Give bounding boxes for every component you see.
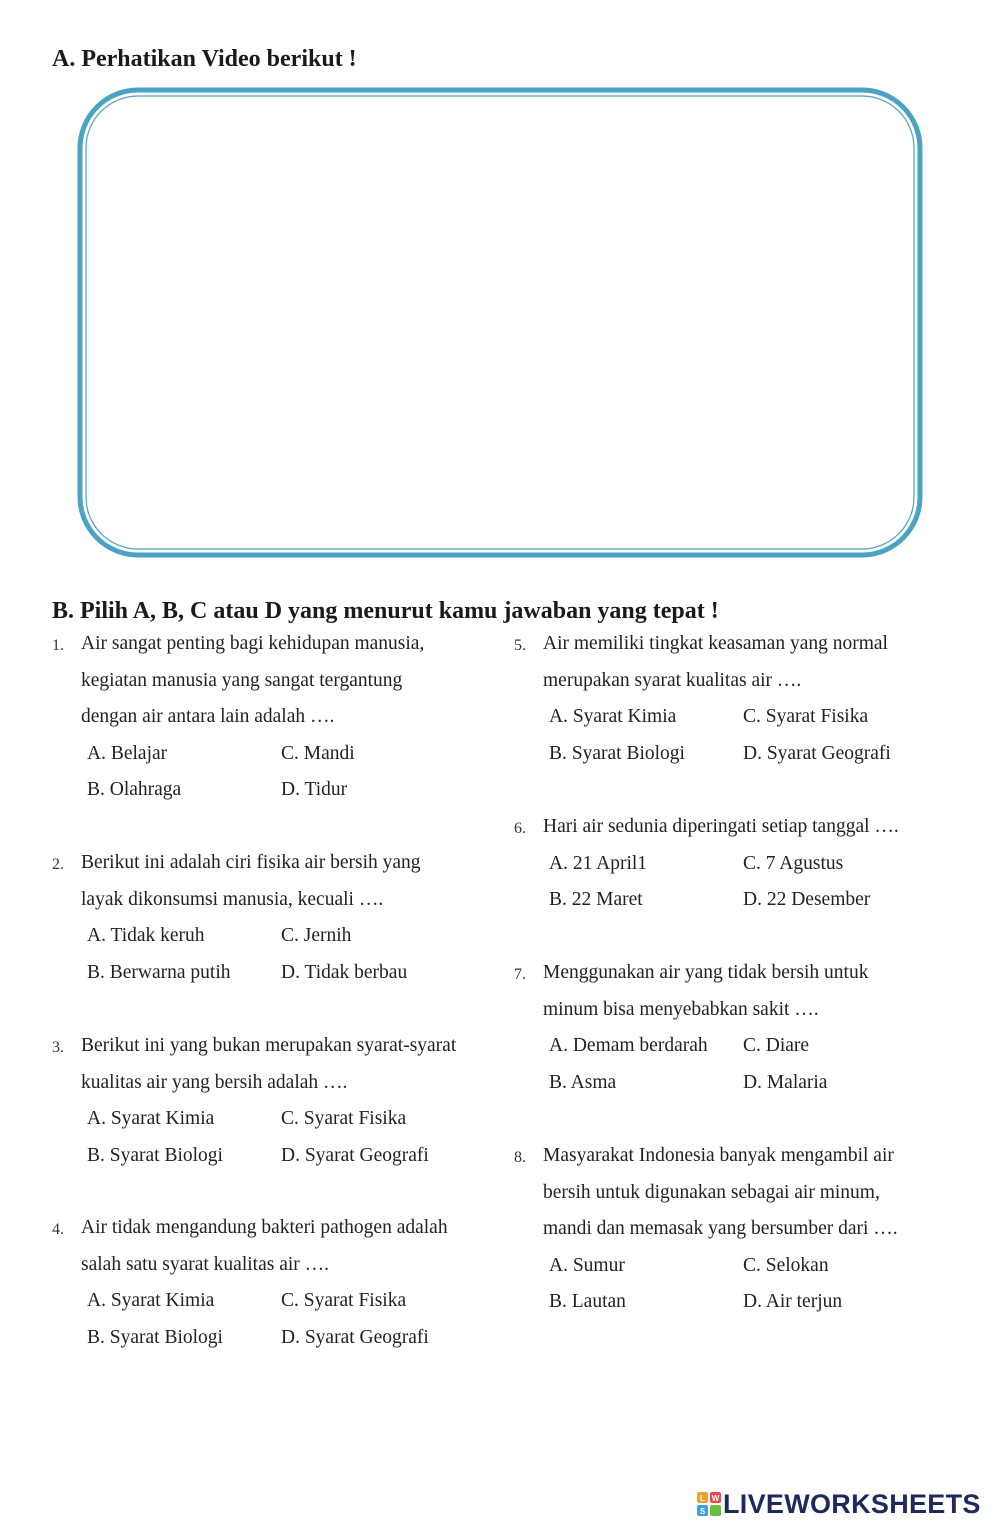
question-text-line: mandi dan memasak yang bersumber dari …. [543, 1218, 898, 1239]
answer-option[interactable]: A. Demam berdarah [549, 1035, 708, 1056]
answer-option[interactable]: B. Olahraga [87, 779, 182, 800]
question-text-line: Masyarakat Indonesia banyak mengambil air [543, 1145, 894, 1166]
liveworksheets-logo [697, 1487, 981, 1521]
question-text-line: merupakan syarat kualitas air …. [543, 669, 802, 691]
question-text-line: minum bisa menyebabkan sakit …. [543, 998, 819, 1020]
answer-option[interactable]: B. Syarat Biologi [549, 742, 685, 764]
question-number: 2. [52, 856, 64, 873]
question-text-line: bersih untuk digunakan sebagai air minum, [543, 1181, 880, 1203]
answer-option[interactable]: D. Tidak berbau [281, 961, 408, 983]
answer-option[interactable]: A. Syarat Kimia [87, 1290, 215, 1311]
question-text-line: Berikut ini yang bukan merupakan syarat-syarat [81, 1035, 457, 1056]
question-text-line: kualitas air yang bersih adalah …. [81, 1071, 348, 1093]
answer-option[interactable]: B. Asma [549, 1071, 617, 1093]
question-text-line: kegiatan manusia yang sangat tergantung [81, 669, 403, 691]
logo-text: LIVEWORKSHEETS [723, 1488, 981, 1519]
answer-option[interactable]: B. 22 Maret [549, 889, 643, 910]
answer-option[interactable]: C. Syarat Fisika [281, 1108, 407, 1129]
answer-option[interactable]: D. Tidur [281, 779, 348, 800]
answer-option[interactable]: A. Tidak keruh [87, 925, 205, 946]
answer-option[interactable]: A. Syarat Kimia [87, 1108, 215, 1129]
question-text-line: salah satu syarat kualitas air …. [81, 1253, 330, 1275]
answer-option[interactable]: D. 22 Desember [743, 889, 871, 910]
answer-option[interactable]: C. Syarat Fisika [743, 706, 869, 727]
answer-option[interactable]: C. Jernih [281, 925, 352, 946]
answer-option[interactable]: D. Syarat Geografi [281, 1326, 429, 1348]
svg-text:W: W [711, 1494, 720, 1503]
question-text-line: Air tidak mengandung bakteri pathogen adalah [81, 1217, 448, 1238]
answer-option[interactable]: D. Malaria [743, 1071, 828, 1093]
answer-option[interactable]: A. Syarat Kimia [549, 706, 677, 727]
question-text-line: Air memiliki tingkat keasaman yang normal [543, 633, 888, 654]
question-text-line: Air sangat penting bagi kehidupan manusia, [81, 633, 425, 654]
question-number: 5. [514, 637, 526, 654]
answer-option[interactable]: A. Belajar [87, 742, 168, 764]
svg-text:L: L [700, 1494, 705, 1503]
question-number: 6. [514, 820, 526, 837]
answer-option[interactable]: D. Air terjun [743, 1291, 843, 1312]
question-number: 7. [514, 966, 526, 983]
question-number: 4. [52, 1221, 64, 1238]
section-a-title: A. Perhatikan Video berikut ! [52, 46, 357, 72]
question-text-line: dengan air antara lain adalah …. [81, 706, 335, 727]
video-frame[interactable] [77, 87, 923, 558]
answer-option[interactable]: B. Lautan [549, 1291, 626, 1312]
answer-option[interactable]: C. 7 Agustus [743, 852, 844, 874]
svg-text:S: S [699, 1507, 706, 1516]
question-number: 1. [52, 637, 64, 654]
liveworksheets-mark-icon [697, 1492, 721, 1516]
answer-option[interactable]: C. Selokan [743, 1254, 829, 1276]
question-text-line: Menggunakan air yang tidak bersih untuk [543, 962, 869, 983]
answer-option[interactable]: D. Syarat Geografi [281, 1144, 429, 1166]
answer-option[interactable]: C. Mandi [281, 742, 355, 764]
question-text-line: Hari air sedunia diperingati setiap tanggal …. [543, 816, 899, 837]
section-b-title: B. Pilih A, B, C atau D yang menurut kamu jawaban yang tepat ! [52, 598, 719, 624]
answer-option[interactable]: C. Diare [743, 1035, 810, 1056]
answer-option[interactable]: A. Sumur [549, 1254, 625, 1276]
question-number: 8. [514, 1149, 526, 1166]
answer-option[interactable]: D. Syarat Geografi [743, 742, 891, 764]
question-number: 3. [52, 1039, 64, 1056]
question-text-line: layak dikonsumsi manusia, kecuali …. [81, 888, 384, 910]
answer-option[interactable]: A. 21 April1 [549, 852, 648, 874]
answer-option[interactable]: C. Syarat Fisika [281, 1290, 407, 1311]
answer-option[interactable]: B. Syarat Biologi [87, 1326, 223, 1348]
answer-option[interactable]: B. Berwarna putih [87, 961, 231, 983]
question-text-line: Berikut ini adalah ciri fisika air bersih yang [81, 852, 421, 873]
answer-option[interactable]: B. Syarat Biologi [87, 1144, 223, 1166]
